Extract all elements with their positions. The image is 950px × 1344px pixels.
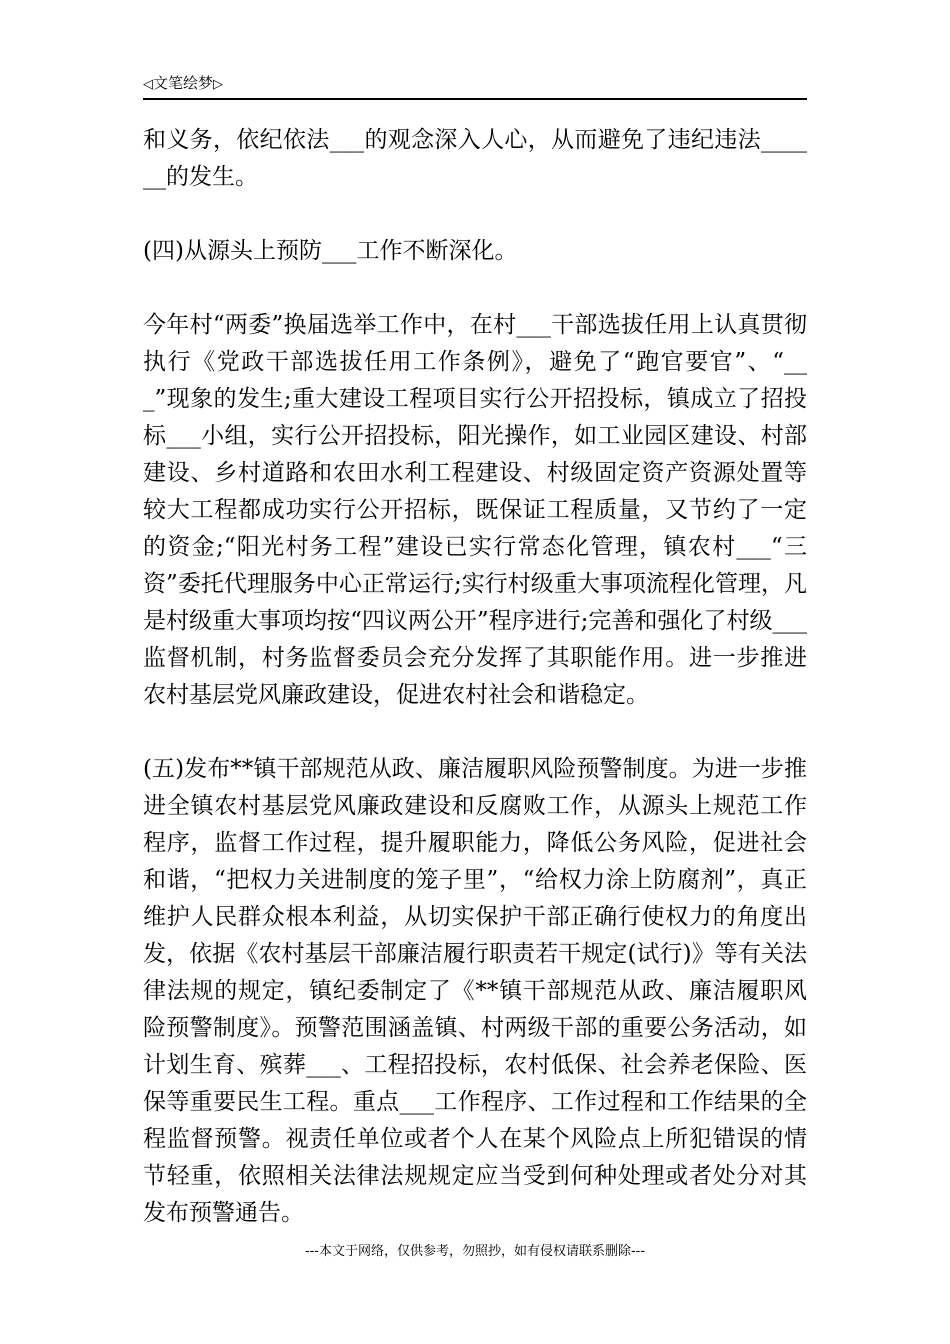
right-triangle-icon: ▷ bbox=[213, 77, 224, 92]
section-5-risk-warning: (五)发布**镇干部规范从政、廉洁履职风险预警制度。为进一步推进全镇农村基层党风廉政建设和反腐败工作，从源头上规范工作程序，监督工作过程，提升履职能力，降低公务风险，促进社会和谐，“把权力关进制度的笼子里”，“给权力涂上防腐剂”，真正维护人民群众根本利益，从切实保护干部正确行使权力的角度出发，依据《农村基层干部廉洁履行职责若干规定(试行)》等有关法律法规的规定，镇纪委制定了《**镇干部规范从政、廉洁履职风险预警制度》。预警范围涵盖镇、村两级干部的重要公务活动，如计划生育、殡葬___、工程招投标，农村低保、社会养老保险、医保等重要民生工程。重点___工作程序、工作过程和工作结果的全程监督预警。视责任单位或者个人在某个风险点上所犯错误的情节轻重，依照相关法律法规规定应当受到何种处理或者处分对其发布预警通告。 bbox=[143, 756, 807, 1226]
header-title-group bbox=[143, 74, 223, 94]
paragraph-continuation: 和义务，依纪依法___的观念深入人心，从而避免了违纪违法______的发生。 bbox=[143, 127, 807, 190]
header-title: 文笔绘梦 bbox=[153, 74, 214, 92]
document-body bbox=[143, 122, 807, 1232]
section-heading-4: (四)从源头上预防___工作不断深化。 bbox=[143, 238, 518, 264]
left-triangle-icon: ◁ bbox=[143, 77, 153, 92]
page-header bbox=[143, 70, 807, 100]
footer-disclaimer: ---本文于网络，仅供参考，勿照抄，如有侵权请联系删除--- bbox=[304, 1244, 646, 1259]
paragraph-village-election: 今年村“两委”换届选举工作中，在村___干部选拔任用上认真贯彻执行《党政干部选拔任用工作条例》，避免了“跑官要官”、“___”现象的发生;重大建设工程项目实行公开招投标，镇成立了招投标___小组，实行公开招投标，阳光操作，如工业园区建设、村部建设、乡村道路和农田水利工程建设、村级固定资产资源处置等较大工程都成功实行公开招标，既保证工程质量，又节约了一定的资金;“阳光村务工程”建设已实行常态化管理，镇农村___“三资”委托代理服务中心正常运行;实行村级重大事项流程化管理，凡是村级重大事项均按“四议两公开”程序进行;完善和强化了村级___监督机制，村务监督委员会充分发挥了其职能作用。进一步推进农村基层党风廉政建设，促进农村社会和谐稳定。 bbox=[143, 312, 807, 708]
